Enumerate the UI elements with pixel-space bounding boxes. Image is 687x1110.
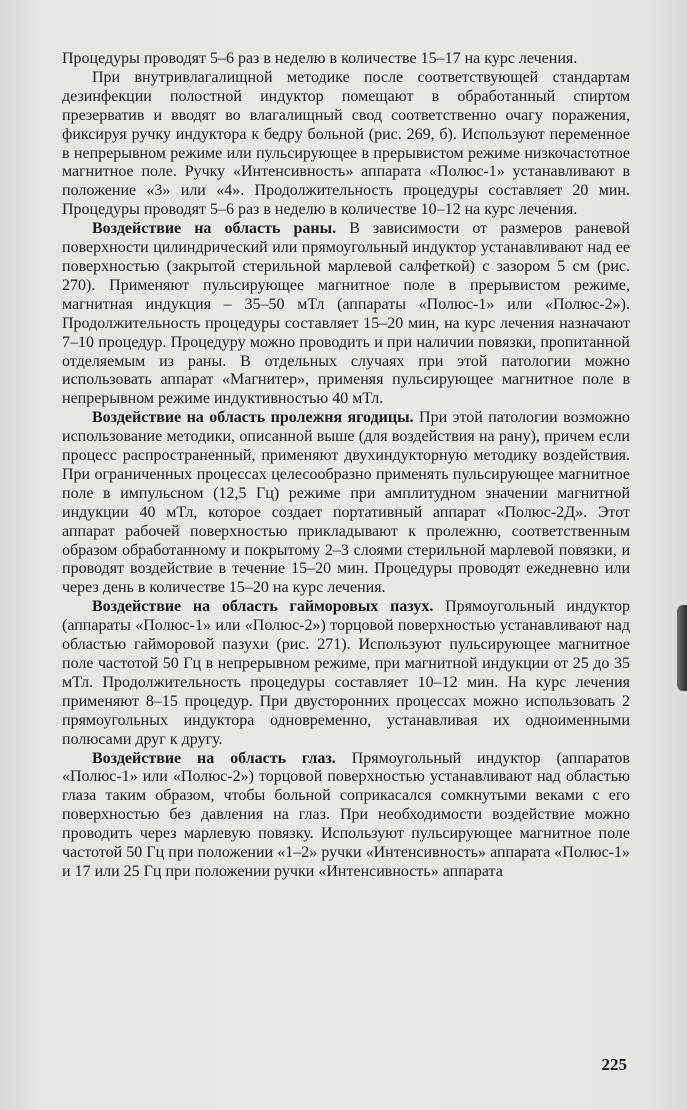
paragraph-text: В зависимости от размеров раневой поверхности цилиндрический или прямоугольный индуктор устанавливают над ее поверхностью (закрытой стерильной марлевой салфеткой) с зазором 5 см (рис. 270). Применяют пульсирующее магнитное поле в прерывистом режиме, магнитная индукция – 35–50 мТл (аппараты «Полюс-1» или «Полюс-2»). Продолжительность процедуры составляет 15–20 мин, на курс лечения назначают 7–10 процедур. Процедуру можно проводить и при наличии повязки, пропитанной отделяемым из раны. В отдельных случаях при этой патологии можно использовать аппарат «Магнитер», применяя пульсирующее магнитное поле в непрерывном режиме индуктивностью 40 мТл. xyxy=(62,220,630,408)
paragraph xyxy=(62,69,630,220)
body-text xyxy=(62,50,630,882)
paragraph-text: Процедуры проводят 5–6 раз в неделю в количестве 15–17 на курс лечения. xyxy=(62,50,578,67)
paragraph xyxy=(62,598,630,749)
paragraph-heading: Воздействие на область гайморовых пазух. xyxy=(92,598,434,616)
paragraph-text: Прямоугольный индуктор (аппараты «Полюс-1» или «Полюс-2») торцовой поверхностью устанавливают над областью гайморовой пазухи (рис. 271). Используют пульсирующее магнитное поле частотой 50 Гц в непрерывном режиме, при магнитной индукции от 25 до 35 мТл. Продолжительность процедуры составляет 10–12 мин. На курс лечения применяют 8–15 процедур. При двусторонних процессах можно использовать 2 прямоугольных индуктора одновременно, устанавливая их одноименными полюсами друг к другу. xyxy=(62,598,630,748)
paragraph-heading: Воздействие на область пролежня ягодицы. xyxy=(92,409,414,427)
paragraph-text: При внутривлагалищной методике после соответствующей стандартам дезинфекции полостной индуктор помещают в обработанный спиртом презерватив и вводят во влагалищный свод соответственно очагу поражения, фиксируя ручку индуктора к бедру больной (рис. 269, б). Используют переменное в непрерывном режиме или пульсирующее в прерывистом режиме низкочастотное магнитное поле. Ручку «Интенсивность» аппарата «Полюс-1» устанавливают в положение «3» или «4». Продолжительность процедуры составляет 20 мин. Процедуры проводят 5–6 раз в неделю в количестве 10–12 на курс лечения. xyxy=(62,68,630,219)
paragraph xyxy=(62,220,630,409)
paragraph-heading: Воздействие на область глаз. xyxy=(92,749,336,767)
thumb-index-tab xyxy=(677,605,687,691)
paragraph xyxy=(62,750,630,882)
paragraph-heading: Воздействие на область раны. xyxy=(92,220,337,238)
paragraph-text: При этой патологии возможно использование методики, описанной выше (для воздействия на рану), причем если процесс распространенный, применяют двухиндукторную методику воздействия. При ограниченных процессах целесообразно применять пульсирующее магнитное поле в импульсном (12,5 Гц) режиме при амплитудном значении магнитной индукции 40 мТл, которое создает портативный аппарат «Полюс-2Д». Этот аппарат рабочей поверхностью прикладывают к пролежню, соответственным образом обработанному и покрытому 2–3 слоями стерильной марлевой повязки, и проводят воздействие в течение 15–20 мин. Процедуры проводят ежедневно или через день в количестве 15–20 на курс лечения. xyxy=(62,409,630,597)
paragraph xyxy=(62,409,630,598)
paragraph xyxy=(62,50,630,69)
page-number: 225 xyxy=(601,1055,627,1074)
paragraph-text: Прямоугольный индуктор (аппаратов «Полюс-1» или «Полюс-2») торцовой поверхностью устанавливают над областью глаза таким образом, чтобы больной соприкасался сомкнутыми веками с его поверхностью без давления на глаз. При необходимости воздействие можно проводить через марлевую повязку. Используют пульсирующее магнитное поле частотой 50 Гц при положении «1–2» ручки «Интенсивность» аппарата «Полюс-1» и 17 или 25 Гц при положении ручки «Интенсивность» аппарата xyxy=(62,749,630,880)
